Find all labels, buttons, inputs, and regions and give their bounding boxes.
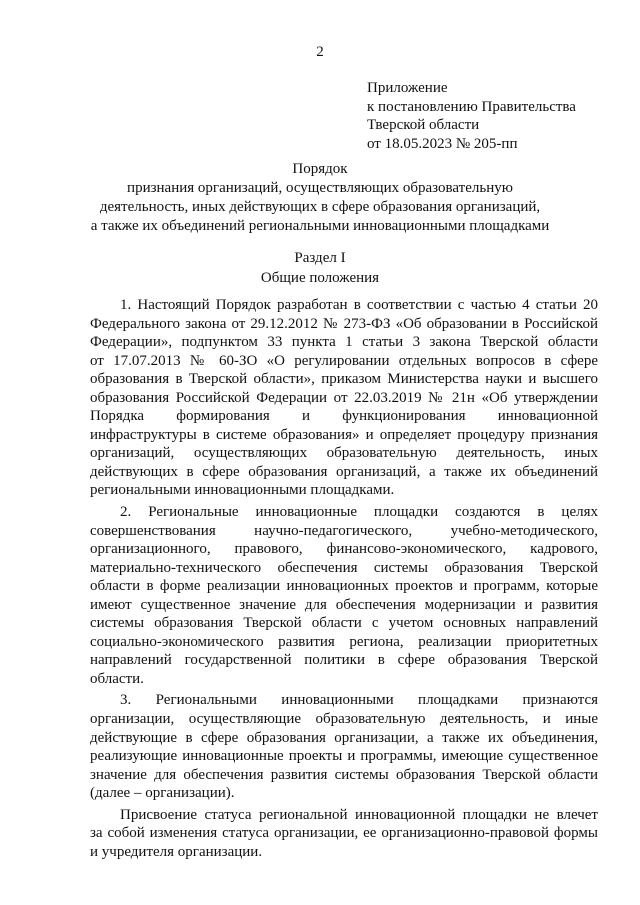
section-heading xyxy=(40,248,600,288)
paragraph-line: значение для обеспечения развития системы образования Тверской области xyxy=(90,766,598,783)
document-body xyxy=(90,296,598,864)
paragraph-line: системы образования Тверской области с учетом основных направлений xyxy=(90,615,598,632)
document-title xyxy=(40,160,600,236)
appendix-line: Тверской области xyxy=(367,117,480,133)
paragraph xyxy=(90,691,598,802)
paragraph-line: организационного, правового, финансово-экономического, кадрового, xyxy=(90,541,598,558)
title-line: деятельность, иных действующих в сфере образования организаций, xyxy=(99,199,541,215)
paragraph-line: области в форме реализации инновационных проектов и программ, которые xyxy=(90,578,598,595)
paragraph-line: образования в Тверской области», приказом Министерства науки и высшего xyxy=(90,371,598,388)
section-number: Раздел I xyxy=(294,250,346,266)
appendix-block xyxy=(367,79,632,153)
paragraph-line: Порядка формирования и функционирования инновационной xyxy=(90,408,598,425)
paragraph-line: действующие в сфере образования организации, а также их объединения, xyxy=(90,729,598,746)
paragraph-line: за собой изменения статуса организации, ее организационно-правовой формы xyxy=(90,825,598,842)
paragraph-line: и учредителя организации. xyxy=(90,843,263,860)
paragraph-line: региональными инновационными площадками. xyxy=(90,482,395,499)
paragraph-line: Федерации», подпунктом 33 пункта 1 статьи 3 закона Тверской области xyxy=(90,334,598,351)
paragraph-line: области. xyxy=(90,670,144,687)
paragraph-line: материально-технического обеспечения системы образования Тверской xyxy=(90,559,598,576)
paragraph-line: организаций, осуществляющих образовательную деятельность, иных xyxy=(90,445,598,462)
paragraph-line: действующих в сфере образования организаций, а также их объединений xyxy=(90,463,598,480)
appendix-line: к постановлению Правительства xyxy=(367,98,576,115)
paragraph-line: инфраструктуры в системе образования» и определяет процедуру признания xyxy=(90,426,598,443)
paragraph xyxy=(90,806,598,862)
paragraph-line: Федерального закона от 29.12.2012 № 273-ФЗ «Об образовании в Российской xyxy=(90,315,598,332)
paragraph xyxy=(90,296,598,500)
paragraph xyxy=(90,503,598,688)
section-name: Общие положения xyxy=(260,270,380,286)
page-number: 2 xyxy=(316,44,324,60)
paragraph-line: 2. Региональные инновационные площадки создаются в целях xyxy=(120,504,598,521)
paragraph-line: социально-экономического развития региона, реализации приоритетных xyxy=(90,633,598,650)
paragraph-line: совершенствования научно-педагогического, учебно-методического, xyxy=(90,522,598,539)
paragraph-line: (далее – организации). xyxy=(90,785,235,802)
appendix-line: от 18.05.2023 № 205-пп xyxy=(367,135,518,152)
title-heading: Порядок xyxy=(292,161,348,177)
paragraph-line: от 17.07.2013 № 60-ЗО «О регулировании отдельных вопросов в сфере xyxy=(90,352,598,369)
title-line: а также их объединений региональными инновационными площадками xyxy=(90,218,550,234)
title-line: признания организаций, осуществляющих образовательную xyxy=(127,180,513,196)
paragraph-line: 1. Настоящий Порядок разработан в соответствии с частью 4 статьи 20 xyxy=(120,297,598,313)
appendix-line: Приложение xyxy=(367,80,448,96)
paragraph-line: 3. Региональными инновационными площадками признаются xyxy=(120,692,598,709)
paragraph-line: Присвоение статуса региональной инновационной площадки не влечет xyxy=(120,806,598,823)
paragraph-line: направлений государственной политики в сфере образования Тверской xyxy=(90,652,598,669)
paragraph-line: реализующие инновационные проекты и программы, имеющие существенное xyxy=(90,748,598,765)
paragraph-line: организации, осуществляющие образовательную деятельность, и иные xyxy=(90,711,598,728)
paragraph-line: имеют существенное значение для обеспечения модернизации и развития xyxy=(90,596,598,613)
paragraph-line: образования Российской Федерации от 22.03.2019 № 21н «Об утверждении xyxy=(90,389,598,406)
